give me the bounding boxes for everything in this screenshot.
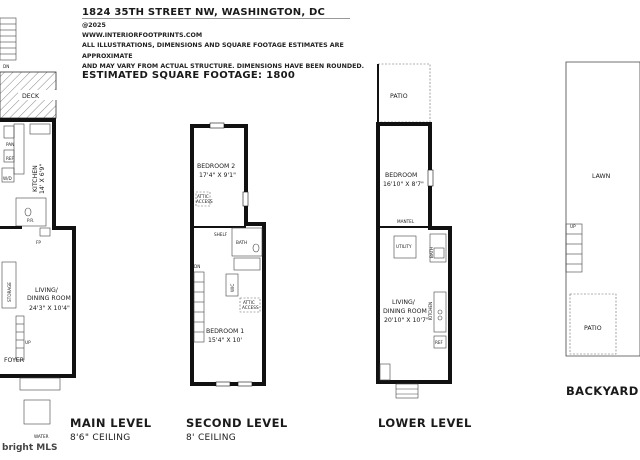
bedroom2-dim: 17'4" X 9'1" xyxy=(199,172,236,179)
lower-kitchen-counter xyxy=(434,292,446,332)
main-wall-pr xyxy=(0,226,22,229)
disclaimer-line-2: AND MAY VARY FROM ACTUAL STRUCTURE. DIMENSIONS HAVE BEEN ROUNDED. xyxy=(82,62,365,70)
fp-label: FP xyxy=(36,240,41,245)
main-wall-kitchen-right xyxy=(52,118,56,228)
kitchen-label: KITCHEN xyxy=(32,165,39,192)
copyright-line: @2025 xyxy=(82,22,106,29)
lower-bath-label: BATH xyxy=(429,246,434,258)
disclaimer-line-1: ALL ILLUSTRATIONS, DIMENSIONS AND SQUARE FOOTAGE ESTIMATES ARE APPROXIMATE xyxy=(82,42,344,60)
fireplace xyxy=(40,228,50,236)
second-level-ceiling: 8' CEILING xyxy=(186,433,237,443)
attic-label: ATTIC xyxy=(197,194,209,199)
property-address: 1824 35TH STREET NW, WASHINGTON, DC xyxy=(82,7,326,18)
second-bath-label: BATH xyxy=(236,240,248,245)
main-level-title: MAIN LEVEL xyxy=(70,416,152,430)
main-living-dim: 24'3" X 10'4" xyxy=(29,305,70,312)
main-stairs-dn: DN xyxy=(3,64,10,69)
utility-label: UTILITY xyxy=(396,244,412,249)
bedroom1-window-2 xyxy=(238,382,252,386)
second-dn-label: DN xyxy=(194,264,201,269)
backyard-patio xyxy=(570,294,616,354)
main-top-stairs xyxy=(0,18,16,60)
website-line: WWW.INTERIORFOOTPRINTS.COM xyxy=(82,32,203,40)
bedroom1-label: BEDROOM 1 xyxy=(206,328,245,335)
lower-wall-mid xyxy=(380,226,430,228)
lower-wall-left xyxy=(376,122,380,384)
lower-kitchen-label: KITCHEN xyxy=(428,301,433,320)
foyer-label: FOYER xyxy=(4,357,25,364)
lower-bedroom-label: BEDROOM xyxy=(385,172,418,179)
second-level-plan xyxy=(190,123,266,386)
second-wall-right-lower xyxy=(262,222,266,386)
kitchen-counter-top xyxy=(30,124,50,134)
lower-stairs xyxy=(380,364,390,380)
lower-level-plan xyxy=(376,64,452,398)
backyard-plan xyxy=(566,62,640,356)
front-porch xyxy=(20,378,60,390)
bedroom-window xyxy=(428,170,433,186)
access-label-2: ACCESS xyxy=(242,305,259,310)
water-label: WATER xyxy=(34,434,49,439)
second-wall-right-upper xyxy=(244,124,248,224)
main-wall-bottom xyxy=(0,374,76,378)
kitchen-counter xyxy=(14,124,24,174)
lower-wall-bottom xyxy=(376,380,452,384)
main-wall-right xyxy=(72,226,76,378)
pantry-label: PAN xyxy=(6,142,15,147)
bedroom1-dim: 15'4" X 10' xyxy=(208,337,243,344)
bedroom2-label: BEDROOM 2 xyxy=(197,163,236,170)
bathtub xyxy=(234,258,260,270)
pantry-box xyxy=(4,126,14,138)
lower-wall-top xyxy=(376,122,432,126)
main-level-plan xyxy=(0,18,76,439)
wd-label: W/D xyxy=(3,176,12,181)
backyard-stairs xyxy=(566,224,582,272)
toilet-icon xyxy=(25,208,31,216)
lower-bedroom-dim: 16'10" X 8'7" xyxy=(383,181,424,188)
ref-label: REF xyxy=(6,156,14,161)
kitchen-dim: 14' X 6'9" xyxy=(39,163,46,194)
lower-ref-label: REF xyxy=(435,340,443,345)
mantel-label: MANTEL xyxy=(397,219,415,224)
lower-exit-steps xyxy=(396,384,418,398)
lower-patio-label: PATIO xyxy=(390,93,408,100)
attic-label-2: ATTIC xyxy=(243,300,255,305)
wic-label: WIC xyxy=(230,283,235,292)
second-toilet-icon xyxy=(253,244,259,252)
bedroom1-window-1 xyxy=(216,382,230,386)
pr-label: P.R. xyxy=(27,218,35,223)
access-label: ACCESS xyxy=(196,199,213,204)
shelf-label: SHELF xyxy=(214,232,228,237)
lower-living-label-2: DINING ROOM xyxy=(383,308,427,315)
bedroom2-side-window xyxy=(243,192,248,206)
backyard-up-label: UP xyxy=(570,224,576,229)
storage-label: STORAGE xyxy=(7,282,12,302)
second-level-title: SECOND LEVEL xyxy=(186,416,288,430)
bedroom2-window xyxy=(210,123,224,128)
square-footage: ESTIMATED SQUARE FOOTAGE: 1800 xyxy=(82,70,296,81)
lower-level-title: LOWER LEVEL xyxy=(378,416,472,430)
deck-label: DECK xyxy=(22,93,40,100)
second-wall-left xyxy=(190,124,194,386)
main-living-label: LIVING/ xyxy=(35,287,58,294)
lawn-area xyxy=(566,62,640,356)
lawn-label: LAWN xyxy=(592,173,611,180)
backyard-title: BACKYARD xyxy=(566,384,639,398)
areaway xyxy=(24,400,50,424)
mls-watermark: bright MLS xyxy=(2,443,58,453)
shower xyxy=(434,248,444,258)
main-level-ceiling: 8'6" CEILING xyxy=(70,433,131,443)
lower-living-dim: 20'10" X 10'7" xyxy=(384,317,429,324)
second-stairs xyxy=(194,272,204,342)
backyard-patio-label: PATIO xyxy=(584,325,602,332)
lower-living-label: LIVING/ xyxy=(392,299,415,306)
main-up-label: UP xyxy=(25,340,31,345)
main-living-label-2: DINING ROOM xyxy=(27,295,71,302)
main-stairs xyxy=(16,316,24,360)
second-wall-mid xyxy=(194,226,246,228)
lower-wall-right-lower xyxy=(448,226,452,384)
main-wall-kitchen-top xyxy=(0,118,56,122)
